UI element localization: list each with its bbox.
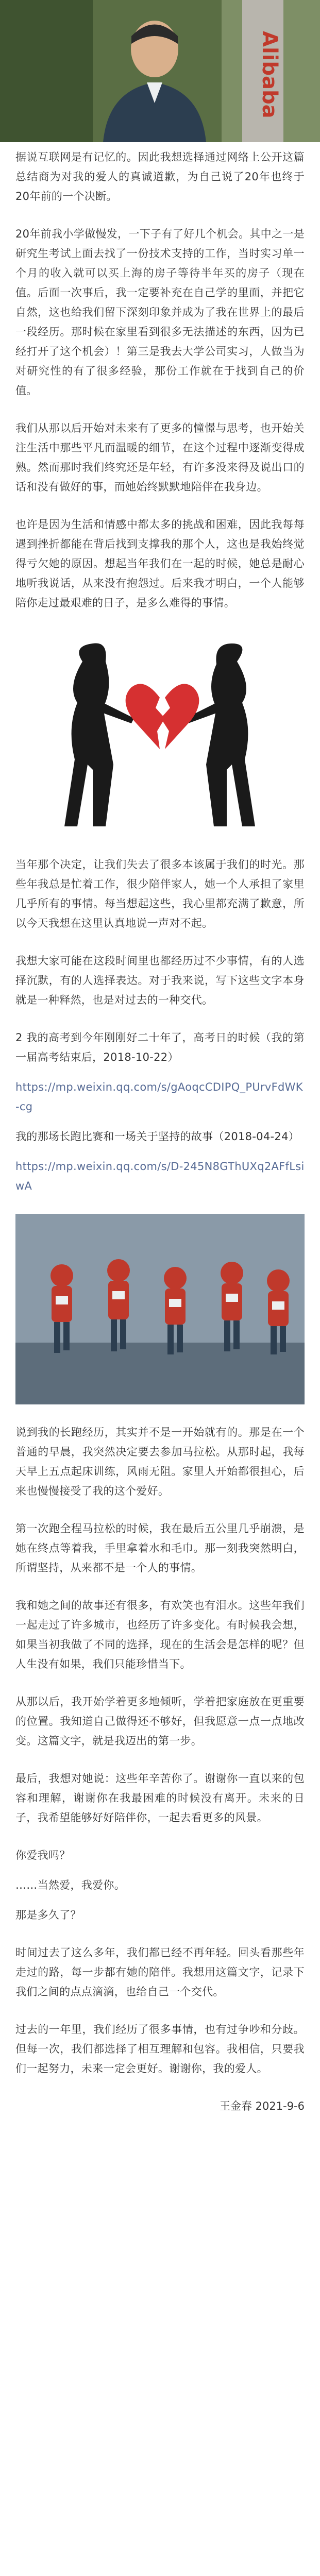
paragraph: 过去的一年里，我们经历了很多事情，也有过争吵和分歧。但每一次，我们都选择了相互理解和包容。我相信，只要我们一起努力，未来一定会更好。谢谢你，我的爱人。 <box>15 2023 305 2075</box>
link-caption: 我的那场长跑比赛和一场关于坚持的故事（2018-04-24） <box>15 1130 300 1143</box>
paragraph: 第一次跑全程马拉松的时候，我在最后五公里几乎崩溃，是她在终点等着我，手里拿着水和毛巾。那一刻我突然明白，所谓坚持，从来都不是一个人的事情。 <box>15 1522 305 1574</box>
dialogue-line: 那是多久了？ <box>15 1909 81 1921</box>
paragraph: 时间过去了这么多年，我们都已经不再年轻。回头看那些年走过的路，每一步都有她的陪伴。我想用这篇文字，记录下我们之间的点点滴滴，也给自己一个交代。 <box>15 1946 305 1998</box>
runners-icon <box>15 1214 305 1404</box>
dialogue-line: ……当然爱，我爱你。 <box>15 1879 125 1891</box>
dialogue-line: 你爱我吗？ <box>15 1849 71 1861</box>
broken-heart-icon <box>15 631 305 837</box>
paragraph: 我想大家可能在这段时间里也都经历过不少事情，有的人选择沉默，有的人选择表达。对于我来说，写下这些文字本身就是一种释然，也是对过去的一种交代。 <box>15 955 305 1006</box>
article-link[interactable]: https://mp.weixin.qq.com/s/D-245N8GThUXq2AFfLsiwA <box>15 1160 305 1192</box>
marathon-photo <box>15 1214 305 1404</box>
portrait-photo <box>0 0 320 142</box>
paragraph: 20年前我小学做慢发，一下子有了好几个机会。其中之一是研究生考试上面去找了一份技术支持的工作，当时实习单一个月的收入就可以买上海的房子等待半年买的房子（现在值。后面一次事后，我一定要补充在自己学的里面，并把它自然，这也给我们留下深刻印象并成为了我在世界上的最后一段经历。那时候在家里看到很多无法描述的东西，因为已经打开了这个机会）！第三是我去大学公司实习，人做当为对研究性的有了很多经验，那份工作就在于找到自己的价值。 <box>15 228 305 397</box>
paragraph: 当年那个决定，让我们失去了很多本该属于我们的时光。那些年我总是忙着工作，很少陪伴家人，她一个人承担了家里几乎所有的事情。每当想起这些，我心里都充满了歉意，所以今天我想在这里认真地说一声对不起。 <box>15 858 305 929</box>
author-signoff: 王金春 2021-9-6 <box>220 2100 305 2112</box>
link-caption: 2 我的高考到今年刚刚好二十年了，高考日的时候（我的第一届高考结束后，2018-10-22） <box>15 1031 305 1063</box>
article-link[interactable]: https://mp.weixin.qq.com/s/gAoqcCDIPQ_PUrvFdWK-cg <box>15 1081 303 1113</box>
paragraph: 据说互联网是有记忆的。因此我想选择通过网络上公开这篇总结商为对我的爱人的真诚道歉，为自己说了20年也终于20年前的一个决断。 <box>15 151 305 202</box>
paragraph: 我和她之间的故事还有很多，有欢笑也有泪水。这些年我们一起走过了许多城市，也经历了许多变化。有时候我会想，如果当初我做了不同的选择，现在的生活会是怎样的呢？但人生没有如果，我们只能珍惜当下。 <box>15 1599 305 1670</box>
broken-heart-illustration <box>15 631 305 837</box>
paragraph: 我们从那以后开始对未来有了更多的憧憬与思考，也开始关注生活中那些平凡而温暖的细节，在这个过程中逐渐变得成熟。然而那时我们终究还是年轻，有许多没来得及说出口的话和没有做好的事，而她始终默默地陪伴在我身边。 <box>15 422 305 493</box>
header-photo <box>0 0 320 142</box>
paragraph: 最后，我想对她说：这些年辛苦你了。谢谢你一直以来的包容和理解，谢谢你在我最困难的时候没有离开。未来的日子，我希望能够好好陪伴你，一起去看更多的风景。 <box>15 1772 305 1824</box>
svg-text:Alibaba: Alibaba <box>258 31 281 118</box>
article-body <box>0 147 320 2142</box>
paragraph: 说到我的长跑经历，其实并不是一开始就有的。那是在一个普通的早晨，我突然决定要去参加马拉松。从那时起，我每天早上五点起床训练，风雨无阻。家里人开始都很担心，后来也慢慢接受了我的这个爱好。 <box>15 1426 305 1497</box>
paragraph: 也许是因为生活和情感中都太多的挑战和困难，因此我每每遇到挫折都能在背后找到支撑我的那个人，这也是我始终觉得亏欠她的原因。想起当年我们在一起的时候，她总是耐心地听我说话，从来没有抱怨过。后来我才明白，一个人能够陪你走过最艰难的日子，是多么难得的事情。 <box>15 518 305 609</box>
paragraph: 从那以后，我开始学着更多地倾听，学着把家庭放在更重要的位置。我知道自己做得还不够好，但我愿意一点一点地改变。这篇文字，就是我迈出的第一步。 <box>15 1696 305 1747</box>
